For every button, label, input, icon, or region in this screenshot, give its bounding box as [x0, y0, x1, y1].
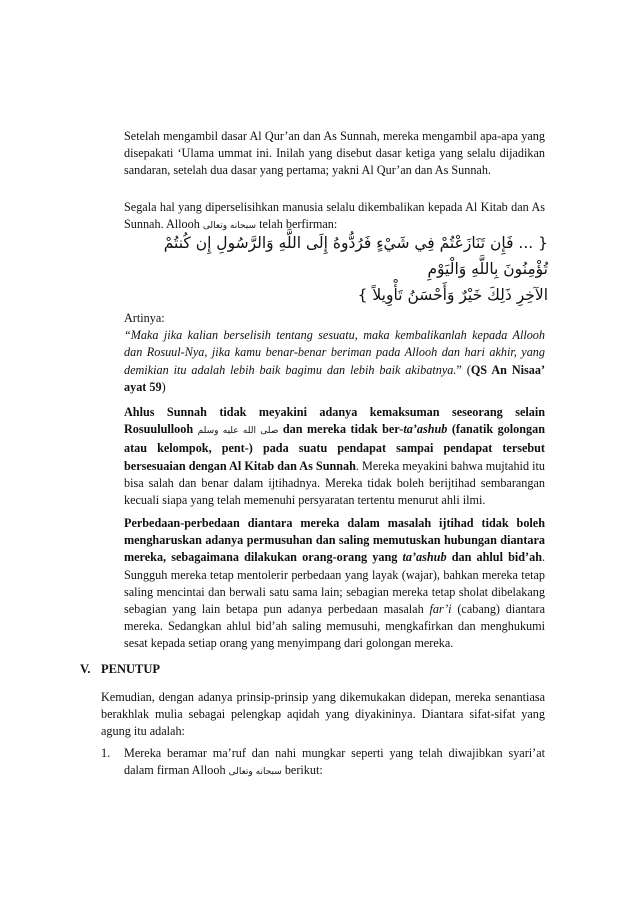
paragraph-differences	[124, 515, 545, 653]
translation-close: ” (	[456, 362, 471, 377]
infallibility-bold-a: Ahlus Sunnah tidak meyakini adanya kemaksuman seseorang selain Rosuulullooh	[124, 405, 545, 437]
section-number: V.	[80, 662, 91, 676]
translation-quote: “Maka jika kalian berselisih tentang sesuatu, maka kembalikanlah kepada Allooh dan Rosuul-Nya, jika kamu benar-benar beriman pada Allooh dan hari akhir, yang demikian itu adalah lebih baik bagimu dan lebih baik akibatnya.	[124, 328, 545, 377]
translation-block	[124, 310, 545, 396]
differences-rest-a: . Sungguh mereka tetap mentolerir perbedaan yang layak (wajar), bahkan mereka tetap saling mencintai dan berwali satu sama lain; sebagian mereka tetap sholat dibelakang sebagian yang lain betapa pun adanya perbedaan masalah	[124, 550, 546, 617]
list-item-number: 1.	[101, 746, 111, 760]
differences-bold-a: Perbedaan-perbedaan diantara mereka dalam masalah ijtihad tidak boleh mengharuskan adanya permusuhan dan saling memutuskan hubungan diantara mereka, sebagaimana dilakukan orang-orang yang	[124, 516, 545, 565]
section-title: PENUTUP	[101, 662, 161, 676]
differences-fari: far’i	[429, 602, 452, 617]
quran-verse-line-2: الآخِرِ ذَلِكَ خَيْرٌ وَأَحْسَنُ تَأْوِيلاً }	[357, 286, 548, 304]
differences-rest-b: (cabang) diantara mereka. Sedangkan ahlul bid’ah saling memusuhi, mengkafirkan dan menghukumi sesat kepada setiap orang yang menyimpang dari golongan mereka.	[124, 602, 546, 651]
infallibility-bold-c: (fanatik golongan atau kelompok, pent-) pada suatu pendapat sampai pendapat tersebut bersesuaian dengan Al Kitab dan As Sunnah	[124, 422, 546, 473]
translation-end: )	[161, 379, 166, 394]
arabic-subhanahu: سبحانه وتعالى	[202, 221, 257, 232]
paragraph-consensus-text: Setelah mengambil dasar Al Qur’an dan As Sunnah, mereka mengambil apa-apa yang disepakati ‘Ulama ummat ini. Inilah yang disebut dasar ketiga yang selalu dijadikan sandaran, setelah dua dasar yang pertama; yakni Al Qur’an dan As Sunnah.	[124, 129, 545, 178]
paragraph-closing-text: Kemudian, dengan adanya prinsip-prinsip yang dikemukakan didepan, mereka senantiasa berakhlak mulia sebagai pelengkap aqidah yang diyakininya. Diantara sifat-sifat yang agung itu adalah:	[101, 690, 545, 739]
list-item-text-a: Mereka beramar ma’ruf dan nahi mungkar seperti yang telah diwajibkan syari’at dalam firman Allooh	[124, 746, 545, 778]
section-heading	[80, 662, 160, 677]
verse-reference: QS An Nisaa’ ayat 59	[124, 362, 546, 394]
paragraph-closing	[101, 689, 545, 741]
referral-text-b: telah berfirman:	[259, 217, 338, 232]
list-item-text-b: berikut:	[284, 763, 323, 778]
differences-taashub: ta’ashub	[402, 550, 447, 565]
paragraph-infallibility	[124, 404, 545, 509]
arabic-salawat: صلى الله عليه وسلم	[197, 426, 279, 437]
referral-text-a: Segala hal yang diperselisihkan manusia selalu dikembalikan kepada Al Kitab dan As Sunnah. Allooh	[124, 200, 545, 232]
infallibility-rest: . Mereka meyakini bahwa mujtahid itu bisa salah dan benar dalam ijtihadnya. Mereka tidak boleh berijtihad sembarangan kecuali siapa yang telah memenuhi persyaratan tertentu menurut ahli ilmi.	[124, 458, 545, 508]
differences-bold-b: dan ahlul bid’ah	[451, 550, 542, 565]
quran-verse	[116, 230, 548, 308]
infallibility-taashub: ta’ashub	[403, 422, 448, 437]
infallibility-bold-b: dan mereka tidak ber-	[282, 422, 404, 437]
list-item	[101, 745, 545, 781]
arabic-subhanahu-2: سبحانه وتعالى	[228, 767, 282, 778]
translation-label: Artinya:	[124, 311, 165, 325]
paragraph-consensus	[124, 128, 545, 180]
quran-verse-line-1: { ... فَإِن تَنَازَعْتُمْ فِي شَيْءٍ فَرُدُّوهُ إِلَى اللَّهِ وَالرَّسُولِ إِن كُنتُمْ تُؤْمِنُونَ بِاللَّهِ وَالْيَوْمِ	[163, 234, 548, 278]
